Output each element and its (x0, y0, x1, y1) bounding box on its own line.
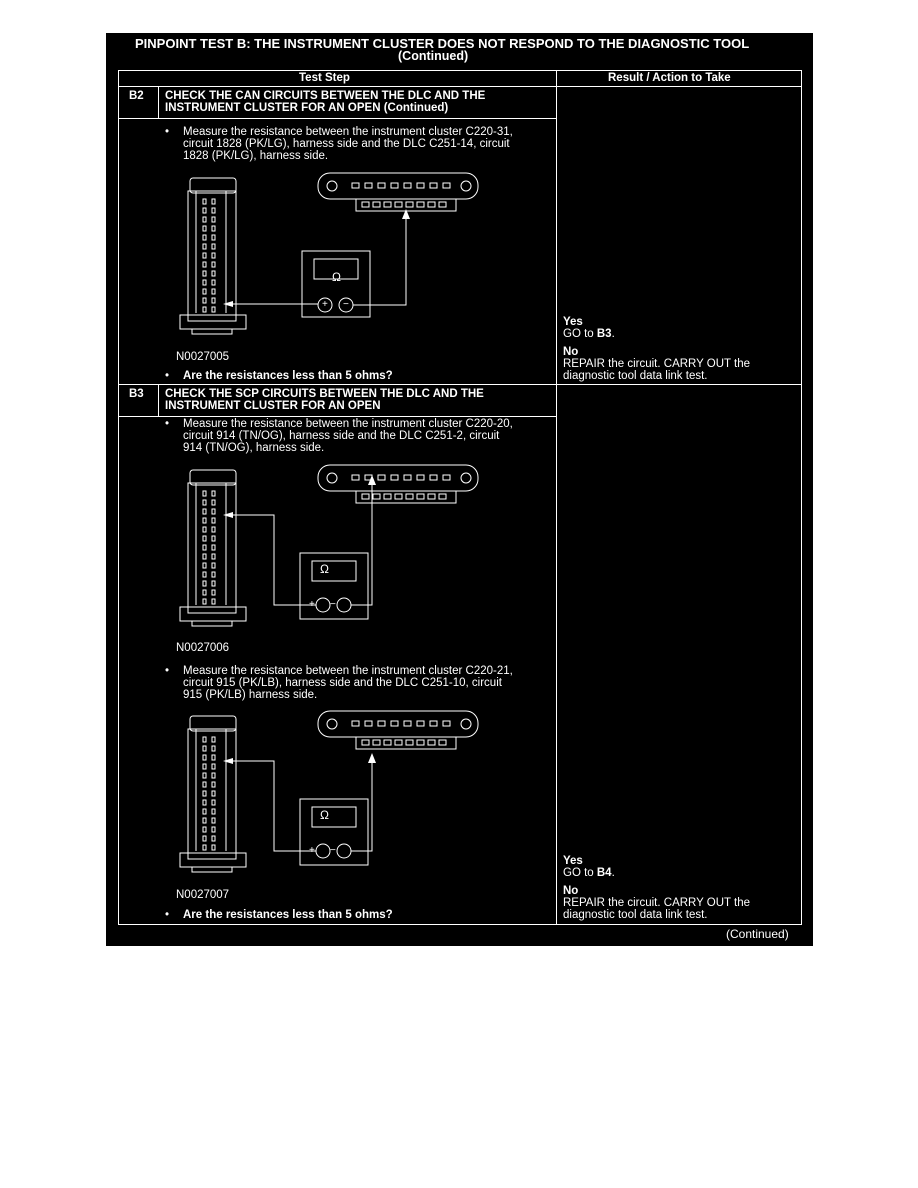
dlc-pin (378, 183, 385, 188)
connector-pin (203, 298, 206, 303)
connector-pin (212, 518, 215, 523)
b2-instruction-line3: 1828 (PK/LG), harness side. (183, 150, 329, 162)
b3-yes-prefix: GO to (563, 867, 597, 879)
connector-pin (212, 307, 215, 312)
figure-id-b2: N0027005 (176, 351, 230, 363)
dlc-pin (391, 721, 398, 726)
connector-pin (212, 527, 215, 532)
b3-instruction2-line1: Measure the resistance between the instrument cluster C220-21, (183, 665, 513, 677)
connector-pin (203, 307, 206, 312)
b2-wiring-diagram (176, 173, 516, 353)
b3-instruction2-line3: 915 (PK/LB) harness side. (183, 689, 318, 701)
connector-pin (203, 280, 206, 285)
meter-minus-label: − (330, 599, 336, 610)
bullet-icon: • (165, 665, 170, 677)
connector-pin (203, 554, 206, 559)
dlc-pin (395, 740, 402, 745)
connector-c220-icon (180, 178, 246, 334)
connector-pin (203, 599, 206, 604)
b2-no-label: No (563, 346, 579, 358)
connector-pin (212, 845, 215, 850)
step-id-b2: B2 (129, 90, 144, 102)
connector-pin (212, 554, 215, 559)
connector-pin (203, 818, 206, 823)
dlc-pin (384, 494, 391, 499)
dlc-pin (443, 721, 450, 726)
b2-yes-target-link[interactable]: B3 (596, 328, 612, 340)
dlc-pin (430, 721, 437, 726)
dlc-pin (378, 475, 385, 480)
b2-instruction-line1: Measure the resistance between the instrument cluster C220-31, (183, 126, 513, 138)
connector-pin (212, 581, 215, 586)
dlc-pin (391, 183, 398, 188)
b3-instruction1-line1: Measure the resistance between the instrument cluster C220-20, (183, 418, 513, 430)
dlc-pin (439, 494, 446, 499)
dlc-pin (439, 202, 446, 207)
connector-pin (203, 536, 206, 541)
connector-pin (203, 235, 206, 240)
dlc-pin (417, 721, 424, 726)
dlc-pin (417, 475, 424, 480)
row-divider-b2-b3 (118, 384, 802, 385)
connector-pin (203, 545, 206, 550)
b2-yes-suffix: . (611, 328, 615, 340)
connector-pin (203, 271, 206, 276)
connector-pin (203, 491, 206, 496)
connector-pin (203, 746, 206, 751)
dlc-pin (365, 721, 372, 726)
step-heading-b3-line2: INSTRUMENT CLUSTER FOR AN OPEN (165, 400, 381, 412)
connector-pin (212, 536, 215, 541)
connector-pin (212, 773, 215, 778)
page-title-continued: (Continued) (398, 49, 469, 63)
connector-pin (212, 280, 215, 285)
dlc-pin (373, 494, 380, 499)
connector-pin (203, 518, 206, 523)
b3-no-label: No (563, 885, 579, 897)
connector-pin (212, 271, 215, 276)
page-title: PINPOINT TEST B: THE INSTRUMENT CLUSTER DOES NOT RESPOND TO THE DIAGNOSTIC TOOL (135, 36, 750, 51)
connector-pin (203, 572, 206, 577)
connector-pin (203, 208, 206, 213)
column-header-test-step: Test Step (299, 72, 350, 84)
b3-wiring-diagram-2 (176, 711, 516, 891)
bullet-icon: • (165, 126, 170, 138)
step-id-b3: B3 (129, 388, 144, 400)
connector-pin (203, 226, 206, 231)
connector-pin (203, 253, 206, 258)
b3-instruction2-line2: circuit 915 (PK/LB), harness side and the DLC C251-10, circuit (183, 677, 502, 689)
connector-pin (212, 563, 215, 568)
dlc-pin (439, 740, 446, 745)
dlc-pin (404, 721, 411, 726)
dlc-pin (378, 721, 385, 726)
bullet-icon: • (165, 370, 170, 382)
dlc-connector-icon (318, 711, 478, 749)
connector-pin (212, 208, 215, 213)
connector-pin (212, 800, 215, 805)
connector-pin (212, 500, 215, 505)
connector-pin (212, 491, 215, 496)
connector-pin (203, 500, 206, 505)
connector-pin (212, 199, 215, 204)
connector-pin (203, 737, 206, 742)
connector-pin (203, 836, 206, 841)
connector-pin (212, 836, 215, 841)
step-heading-b3-line1: CHECK THE SCP CIRCUITS BETWEEN THE DLC AND THE (165, 388, 484, 400)
connector-pin (203, 289, 206, 294)
dlc-pin (428, 494, 435, 499)
b3-instruction1-line3: 914 (TN/OG), harness side. (183, 442, 325, 454)
step-heading-b2-line1: CHECK THE CAN CIRCUITS BETWEEN THE DLC AND THE (165, 90, 486, 102)
connector-pin (212, 791, 215, 796)
connector-pin (212, 782, 215, 787)
connector-pin (203, 563, 206, 568)
connector-pin (203, 791, 206, 796)
header-divider (118, 86, 802, 87)
meter-plus-label: + (309, 845, 315, 856)
dlc-pin (417, 494, 424, 499)
connector-pin (212, 509, 215, 514)
b2-question: Are the resistances less than 5 ohms? (183, 370, 393, 382)
connector-pin (203, 590, 206, 595)
dlc-pin (362, 494, 369, 499)
column-header-result: Result / Action to Take (608, 72, 731, 84)
connector-pin (203, 217, 206, 222)
dlc-pin (430, 475, 437, 480)
b3-no-action-line1: REPAIR the circuit. CARRY OUT the (563, 897, 751, 909)
column-divider (556, 70, 557, 925)
dlc-pin (384, 740, 391, 745)
step-heading-b2-line2: INSTRUMENT CLUSTER FOR AN OPEN (Continued) (165, 102, 449, 114)
connector-pin (212, 809, 215, 814)
dlc-pin (365, 183, 372, 188)
b3-yes-action (563, 867, 615, 879)
connector-pin (212, 226, 215, 231)
b3-no-action-line2: diagnostic tool data link test. (563, 909, 708, 921)
b2-yes-action (563, 328, 615, 340)
connector-pin (203, 199, 206, 204)
b2-yes-prefix: GO to (563, 328, 597, 340)
connector-pin (212, 289, 215, 294)
b3-yes-suffix: . (611, 867, 615, 879)
meter-minus-label: − (330, 845, 336, 856)
meter-plus-label: + (322, 299, 328, 310)
connector-pin (203, 527, 206, 532)
figure-id-b3-2: N0027007 (176, 889, 230, 901)
connector-pin (203, 509, 206, 514)
step-id-divider-b2 (158, 86, 159, 118)
dlc-pin (352, 721, 359, 726)
meter-plus-label: + (309, 599, 315, 610)
b2-yes-label: Yes (563, 316, 583, 328)
connector-pin (212, 253, 215, 258)
connector-pin (203, 755, 206, 760)
dlc-pin (391, 475, 398, 480)
connector-pin (212, 217, 215, 222)
b3-heading-divider (118, 416, 556, 417)
dlc-pin (373, 740, 380, 745)
dlc-pin (395, 494, 402, 499)
dlc-pin (352, 475, 359, 480)
connector-pin (212, 572, 215, 577)
dlc-pin (406, 494, 413, 499)
dlc-pin (362, 202, 369, 207)
b2-instruction-line2: circuit 1828 (PK/LG), harness side and the DLC C251-14, circuit (183, 138, 510, 150)
dlc-pin (428, 202, 435, 207)
dlc-pin (417, 740, 424, 745)
dlc-pin (430, 183, 437, 188)
connector-pin (203, 800, 206, 805)
connector-pin (212, 244, 215, 249)
connector-pin (212, 737, 215, 742)
bullet-icon: • (165, 418, 170, 430)
b3-instruction1-line2: circuit 914 (TN/OG), harness side and the DLC C251-2, circuit (183, 430, 500, 442)
connector-pin (203, 782, 206, 787)
connector-pin (212, 599, 215, 604)
connector-pin (203, 244, 206, 249)
connector-pin (212, 746, 215, 751)
connector-pin (212, 235, 215, 240)
dlc-pin (373, 202, 380, 207)
b3-yes-label: Yes (563, 855, 583, 867)
dlc-connector-icon (318, 173, 478, 211)
connector-pin (212, 818, 215, 823)
b3-question: Are the resistances less than 5 ohms? (183, 909, 393, 921)
connector-pin (212, 764, 215, 769)
ohmmeter-icon (302, 251, 370, 317)
connector-c220-icon (180, 470, 246, 626)
connector-pin (203, 764, 206, 769)
connector-pin (203, 827, 206, 832)
dlc-pin (443, 183, 450, 188)
dlc-pin (417, 202, 424, 207)
dlc-pin (384, 202, 391, 207)
bullet-icon: • (165, 909, 170, 921)
connector-pin (203, 809, 206, 814)
connector-pin (212, 545, 215, 550)
connector-pin (212, 827, 215, 832)
connector-pin (203, 581, 206, 586)
dlc-pin (404, 475, 411, 480)
dlc-pin (406, 740, 413, 745)
dlc-pin (352, 183, 359, 188)
connector-pin (212, 590, 215, 595)
dlc-pin (443, 475, 450, 480)
b2-no-action-line1: REPAIR the circuit. CARRY OUT the (563, 358, 751, 370)
figure-id-b3-1: N0027006 (176, 642, 230, 654)
b2-no-action-line2: diagnostic tool data link test. (563, 370, 708, 382)
footer-continued: (Continued) (726, 927, 789, 941)
meter-omega-label: Ω (320, 562, 329, 576)
connector-pin (212, 262, 215, 267)
dlc-pin (428, 740, 435, 745)
dlc-pin (362, 740, 369, 745)
dlc-pin (395, 202, 402, 207)
dlc-pin (406, 202, 413, 207)
connector-pin (212, 755, 215, 760)
connector-pin (203, 773, 206, 778)
meter-omega-label: Ω (320, 808, 329, 822)
dlc-pin (404, 183, 411, 188)
step-id-divider-b3 (158, 384, 159, 416)
b2-heading-divider (118, 118, 556, 119)
dlc-pin (417, 183, 424, 188)
meter-minus-label: − (343, 299, 349, 310)
connector-pin (203, 845, 206, 850)
connector-pin (212, 298, 215, 303)
meter-omega-label: Ω (332, 270, 341, 284)
connector-pin (203, 262, 206, 267)
b3-yes-target-link[interactable]: B4 (596, 867, 612, 879)
connector-c220-icon (180, 716, 246, 872)
pinpoint-test-sheet (106, 33, 813, 946)
b3-wiring-diagram-1 (176, 465, 516, 645)
dlc-connector-icon (318, 465, 478, 503)
